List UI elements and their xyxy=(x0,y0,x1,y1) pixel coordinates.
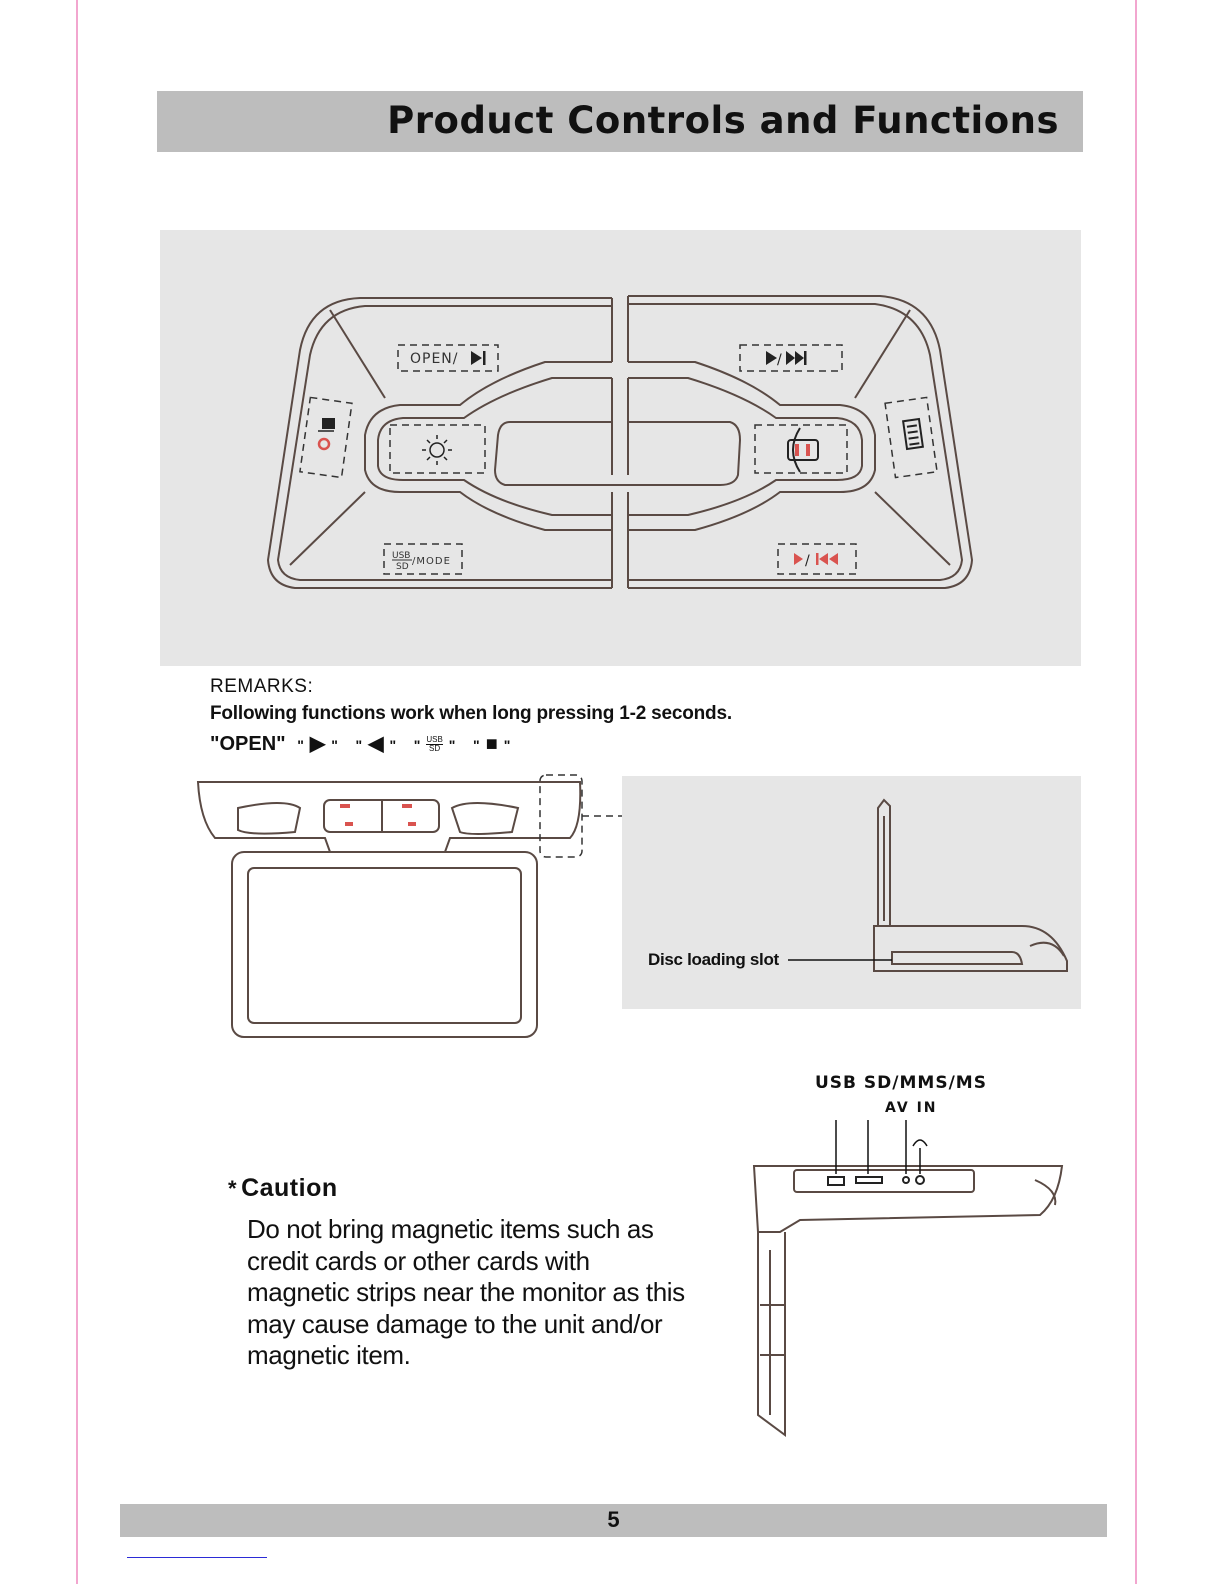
menu-icon xyxy=(903,419,923,449)
headphone-jack-icon xyxy=(916,1176,924,1184)
control-panel-diagram xyxy=(160,230,1081,666)
footnote-rule xyxy=(127,1557,267,1558)
page-title: Product Controls and Functions xyxy=(387,99,1059,142)
remarks-heading: REMARKS: xyxy=(210,676,314,697)
monitor-side-view xyxy=(622,776,1081,1009)
port-label-usb-sd: USB SD/MMS/MS xyxy=(815,1073,987,1093)
long-press-keys xyxy=(210,731,516,756)
power-stop-icon xyxy=(318,418,335,449)
pause-icon xyxy=(788,428,818,472)
av-in-jack-icon xyxy=(903,1177,909,1183)
quote-mark: " xyxy=(472,737,480,753)
caution-title: Caution xyxy=(241,1174,338,1202)
control-panel-drawing xyxy=(160,230,1081,666)
quote-mark: " xyxy=(413,737,421,753)
open-key: "OPEN" xyxy=(210,733,286,755)
quote-mark: " xyxy=(448,737,456,753)
footer-band xyxy=(120,1504,1107,1537)
open-button-label: OPEN/ xyxy=(410,351,459,367)
prev-key-icon: ◀ xyxy=(368,733,384,755)
svg-text:/: / xyxy=(805,553,810,569)
quote-mark: " xyxy=(503,737,511,753)
play-key-icon: ▶ xyxy=(309,733,326,755)
sd-slot-icon xyxy=(856,1177,882,1183)
remarks-description: Following functions work when long pressing 1-2 seconds. xyxy=(210,703,732,724)
quote-mark: " xyxy=(389,737,397,753)
usb-sd-key: $\frac{\text{USB}}{SD}$ xyxy=(426,735,443,754)
disc-slot-panel xyxy=(622,776,1081,1009)
disc-loading-slot-label: Disc loading slot xyxy=(648,950,779,969)
play-icon xyxy=(471,351,482,365)
play-next-icon xyxy=(766,351,807,368)
svg-text:/MODE: /MODE xyxy=(412,556,451,567)
caution-heading xyxy=(228,1174,338,1203)
caution-text: Do not bring magnetic items such as credit cards or other cards with magnetic strips near the monitor as this may cause damage to the unit and/or magnetic item. xyxy=(247,1214,685,1370)
headphone-icon xyxy=(913,1140,927,1146)
page-left-edge xyxy=(76,0,78,1584)
brightness-icon xyxy=(422,435,452,465)
quote-mark: " xyxy=(355,737,363,753)
svg-text:SD: SD xyxy=(396,562,409,572)
monitor-ports-view xyxy=(740,1120,1080,1450)
port-label-av-in: AV IN xyxy=(885,1100,938,1116)
stop-key-icon: ■ xyxy=(485,733,498,755)
svg-text:USB: USB xyxy=(392,551,411,561)
page-right-edge xyxy=(1135,0,1137,1584)
monitor-front-view xyxy=(190,770,630,1050)
page-number: 5 xyxy=(607,1507,620,1532)
usb-port-icon xyxy=(828,1177,844,1185)
svg-text:/: / xyxy=(777,352,782,368)
caution-star: * xyxy=(228,1176,238,1201)
quote-mark: " xyxy=(297,737,304,753)
quote-mark: " xyxy=(331,737,338,753)
usb-mode-label xyxy=(392,551,451,572)
header-band xyxy=(157,91,1083,152)
prev-icon xyxy=(794,553,838,569)
